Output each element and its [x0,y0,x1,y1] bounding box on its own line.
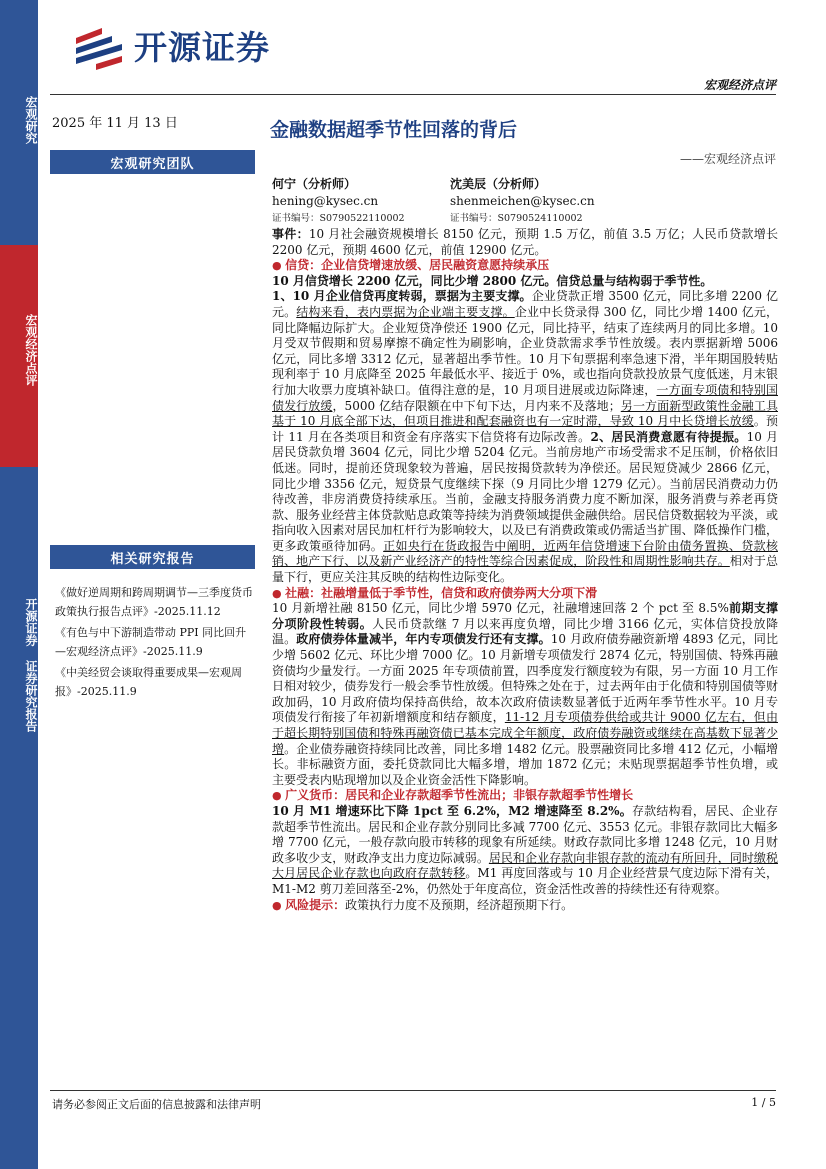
money-paragraph: 10 月 M1 增速环比下降 1pct 至 6.2%，M2 增速降至 8.2%。存款结构看，居民、企业存款超季节性流出。居民和企业存款分别同比多减 7700 亿元、3553 亿元。非银存款同比大幅多增 7700 亿元，一般存款向股市转移的现象有所延续。财政存款同比多增 1248 亿元，10 月财政多收少支，财政净支出力度边际减弱。居民和企业存款向非银存款的流动有所回升，同时缴税大月居民企业存款也向政府存款转移。M1 再度回落或与 10 月企业经营景气度边际下滑有关，M1-M2 剪刀差回落至-2%，仍然处于年度高位，资金活性改善的持续性还有待观察。 [272,803,778,896]
report-body [272,227,778,913]
risk-paragraph: ● 风险提示：政策执行力度不及预期，经济超预期下行。 [272,897,574,912]
analyst-name: 沈美辰（分析师） [450,177,547,191]
report-subtitle: ——宏观经济点评 [679,152,776,166]
related-item[interactable]: 《中美经贸会谈取得重要成果—宏观周报》-2025.11.9 [55,666,242,698]
footer-disclaimer: 请务必参阅正文后面的信息披露和法律声明 [52,1098,261,1111]
team-heading: 宏观研究团队 [50,150,255,174]
report-title: 金融数据超季节性回落的背后 [270,119,518,141]
event-paragraph [272,227,778,258]
event-text: 10 月社会融资规模增长 8150 亿元，预期 1.5 万亿，前值 3.5 万亿；人民币贷款增长 2200 亿元，预期 4600 亿元，前值 12900 亿元。 [272,227,778,257]
related-item[interactable]: 《做好逆周期和跨周期调节—三季度货币政策执行报告点评》-2025.11.12 [55,586,253,618]
related-heading: 相关研究报告 [50,545,255,569]
analyst-cert: 证书编号：S0790522110002 [272,213,405,224]
bullet-icon: ● [272,259,286,273]
bullet-icon: ● [272,789,286,803]
related-list [55,583,255,703]
section-heading-money: ● 广义货币：居民和企业存款超季节性流出；非银存款超季节性增长 [272,788,634,803]
analyst-card [272,176,405,227]
bullet-icon: ● [272,898,286,912]
logo-mark-icon [72,18,126,72]
report-date: 2025 年 11 月 13 日 [52,116,178,131]
sidebar-label-bottom: 开源证券 证券研究报告 [24,598,38,732]
analyst-card [450,176,595,227]
doc-type-label: 宏观经济点评 [703,78,776,92]
tsf-paragraph: 10 月新增社融 8150 亿元，同比少增 5970 亿元，社融增速回落 2 个 pct 至 8.5%前期支撑分项阶段性转弱。人民币贷款继 7 月以来再度负增，同比少增 3166 亿元，实体信贷投放降温。政府债券体量减半，年内专项债发行还有支撑。10 月政府债券融资新增 4893 亿元，同比少增 5602 亿元、环比少增 7000 亿。10 月新增专项债发行 2874 亿元，特别国债、特殊再融资债均少量发行。一方面 2025 年专项债前置，四季度发行额度较为有限，另一方面 10 月工作日相对较少，债券发行一般会季节性放缓。但特殊之处在于，过去两年由于化债和特别国债等财政加码，10 月政府债均保持高供给，故本次政府债读数显著低于近两年季节性水平。10 月专项债发行衔接了年初新增额度和结存额度，11-12 月专项债券供给或共计 9000 亿左右，但由于超长期特别国债和特殊再融资债已基本完成全年额度，政府债券融资或继续在高基数下显著少增。企业债券融资持续同比改善，同比多增 1482 亿元。股票融资同比多增 412 亿元，小幅增长。非标融资方面，委托贷款同比大幅多增，增加 1872 亿元；未贴现票据超季节性负增，或主要受表内贴现增加以及企业资金活性下降影响。 [272,601,778,787]
section-heading-credit: ● 信贷：企业信贷增速放缓、居民融资意愿持续承压 [272,258,550,273]
analyst-email[interactable]: hening@kysec.cn [272,194,379,208]
credit-paragraph-1: 1、10 月企业信贷再度转弱，票据为主要支撑。企业贷款正增 3500 亿元，同比多增 2200 亿元。结构来看，表内票据为企业端主要支撑。企业中长贷录得 300 亿，同比少增 1400 亿元，同比降幅边际扩大。企业短贷净偿还 1900 亿元，同比持平，结束了连续两月的同比多增。10 月受双节假期和贸易摩擦不确定性为刷影响，企业贷款需求季节性放缓。表内票据新增 5006 亿元，同比多增 3312 亿元，显著超出季节性。10 月下旬票据利率急速下滑，半年期国股转贴现利率于 10 月底降至 2025 年最低水平、接近于 0%，或也指向贷款投放景气度低迷，月末银行加大收票力度填补缺口。值得注意的是，10 月项目进展或边际降速，一方面专项债和特别国债发行放缓，5000 亿结存限额在中下旬下达，月内来不及落地；另一方面新型政策性金融工具基于 10 月底全部下达，但项目推进和配套融资也有一定时滞，导致 10 月中长贷增长放缓。预计 11 月在各类项目和资金有序落实下信贷将有边际改善。2、居民消费意愿有待提振。10 月居民贷款负增 3604 亿元，同比少增 5204 亿元。当前房地产市场受需求不足压制，价格依旧低迷。同时，提前还贷现象较为普遍，居民按揭贷款转为净偿还。居民短贷减少 2866 亿元，同比少增 3356 亿元，短贷景气度继续下探（9 月同比少增 1279 亿元）。当前居民消费动力仍待改善，非房消费贷持续承压。当前，金融支持服务消费力度不断加深，服务消费与养老再贷款、服务业经营主体贷款贴息政策等持续为消费领域提供金融供给。居民信贷数据较为平淡，或指向收入因素对居民加杠杆行为影响较大，以及已有消费政策或仍需适当扩围、降低操作门槛，更多政策亟待加码。正如央行在货政报告中阐明，近两年信贷增速下台阶由债务置换、贷款核销、地产下行、以及新产业经济产的特性等综合因素促成，阶段性和周期性影响共存。相对于总量下行，更应关注其反映的结构性边际变化。 [272,289,779,585]
header-divider [50,94,776,95]
left-sidebar [0,0,38,1169]
footer-divider [50,1090,776,1091]
event-label: 事件： [272,227,309,241]
sidebar-label-middle: 宏观经济点评 [24,314,38,386]
analyst-cert: 证书编号：S0790524110002 [450,213,583,224]
related-item[interactable]: 《有色与中下游制造带动 PPI 同比回升—宏观经济点评》-2025.11.9 [55,626,247,658]
analyst-email[interactable]: shenmeichen@kysec.cn [450,194,595,208]
credit-lead: 10 月信贷增长 2200 亿元，同比少增 2800 亿元。信贷总量与结构弱于季节性。 [272,273,713,288]
page-number: 1 / 5 [751,1096,776,1109]
company-name: 开源证券 [134,27,270,67]
section-heading-tsf: ● 社融：社融增量低于季节性，信贷和政府债券两大分项下滑 [272,585,598,600]
sidebar-label-top: 宏观研究 [24,96,38,144]
analyst-name: 何宁（分析师） [272,177,357,191]
bullet-icon: ● [272,586,286,600]
company-logo [72,18,270,72]
